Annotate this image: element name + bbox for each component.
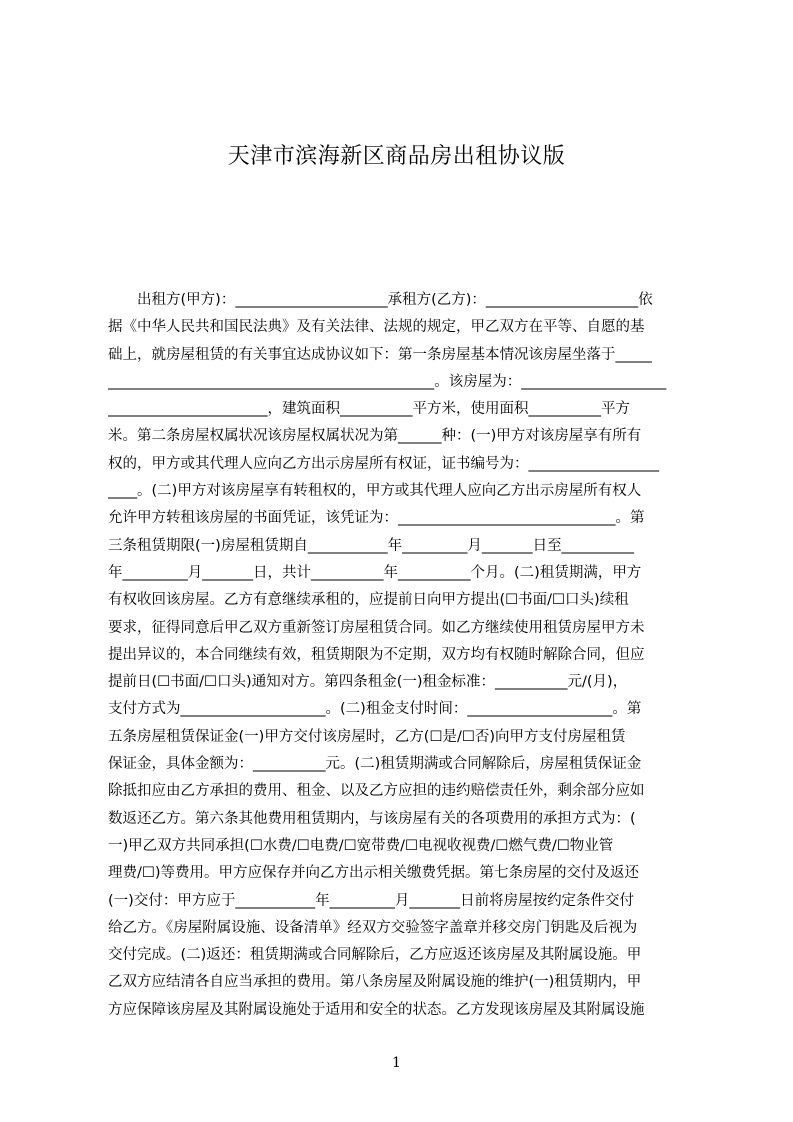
text-line: ____。(二)甲方对该房屋享有转租权的，甲方或其代理人应向乙方出示房屋所有权人 [108, 483, 642, 500]
text-line: 出租方(甲方)：_____________________承租方(乙方)：_____________________依 [108, 292, 653, 308]
text-line: 有权收回该房屋。乙方有意继续承租的，应提前日向甲方提出(☐书面/☐口头)续租 [108, 592, 629, 609]
text-line: 支付方式为____________________。(二)租金支付时间：____________________。第 [108, 701, 642, 718]
text-line: 给乙方。《房屋附属设施、设备清单》经双方交验签字盖章并移交房门钥匙及后视为 [108, 919, 638, 936]
text-line: 三条租赁期限(一)房屋租赁期自___________年_________月_______日至__________ [108, 537, 635, 554]
text-line: 允许甲方转租该房屋的书面凭证，该凭证为：______________________________。第 [108, 510, 645, 527]
text-line: 提前日(☐书面/☐口头)通知对方。第四条租金(一)租金标准：__________元/(月)， [108, 674, 628, 691]
text-line: ______________________，建筑面积__________平方米，使用面积__________平方 [108, 401, 630, 418]
contract-body [108, 287, 698, 1024]
text-line: 提出异议的，本合同继续有效，租赁期限为不定期，双方均有权随时解除合同，但应 [108, 646, 645, 663]
text-line: 数返还乙方。第六条其他费用租赁期内，与该房屋有关的各项费用的承担方式为：( [108, 810, 636, 827]
text-line: 保证金，具体金额为：__________元。(二)租赁期满或合同解除后，房屋租赁保证金 [108, 756, 642, 773]
text-line: (一)交付：甲方应于___________年_________月_______日前将房屋按约定条件交付 [108, 892, 635, 909]
text-line: 方应保障该房屋及其附属设施处于适用和安全的状态。乙方发现该房屋及其附属设施 [108, 1001, 645, 1018]
text-line: 础上，就房屋租赁的有关事宜达成协议如下：第一条房屋基本情况该房屋坐落于_____ [108, 346, 652, 363]
text-line: 一)甲乙双方共同承担(☐水费/☐电费/☐宽带费/☐电视收视费/☐燃气费/☐物业管 [108, 837, 614, 854]
text-line: 据《中华人民共和国民法典》及有关法律、法规的规定，甲乙双方在平等、自愿的基 [108, 319, 645, 336]
document-title: 天津市滨海新区商品房出租协议版 [227, 144, 566, 169]
text-line: 米。第二条房屋权属状况该房屋权属状况为第______种：(一)甲方对该房屋享有所有 [108, 428, 642, 445]
text-line: 除抵扣应由乙方承担的费用、租金、以及乙方应担的违约赔偿责任外，剩余部分应如 [108, 783, 645, 800]
text-line: 要求，征得同意后甲乙双方重新签订房屋租赁合同。如乙方继续使用租赁房屋甲方未 [108, 619, 645, 636]
text-line: _____________________________________________。该房屋为：____________________ [108, 373, 667, 390]
text-line: 权的，甲方或其代理人应向乙方出示房屋所有权证，证书编号为：__________________ [108, 455, 659, 472]
text-line: 五条房屋租赁保证金(一)甲方交付该房屋时，乙方(☐是/☐否)向甲方支付房屋租赁 [108, 728, 626, 745]
text-line: 年_________月_______日，共计__________年__________个月。(二)租赁期满，甲方 [108, 564, 642, 581]
text-line: 理费/☐)等费用。甲方应保存并向乙方出示相关缴费凭据。第七条房屋的交付及返还 [108, 865, 640, 882]
text-line: 交付完成。(二)返还：租赁期满或合同解除后，乙方应返还该房屋及其附属设施。甲 [108, 947, 642, 964]
text-line: 乙双方应结清各自应当承担的费用。第八条房屋及附属设施的维护(一)租赁期内，甲 [108, 974, 642, 991]
page-number: 1 [392, 1055, 401, 1071]
